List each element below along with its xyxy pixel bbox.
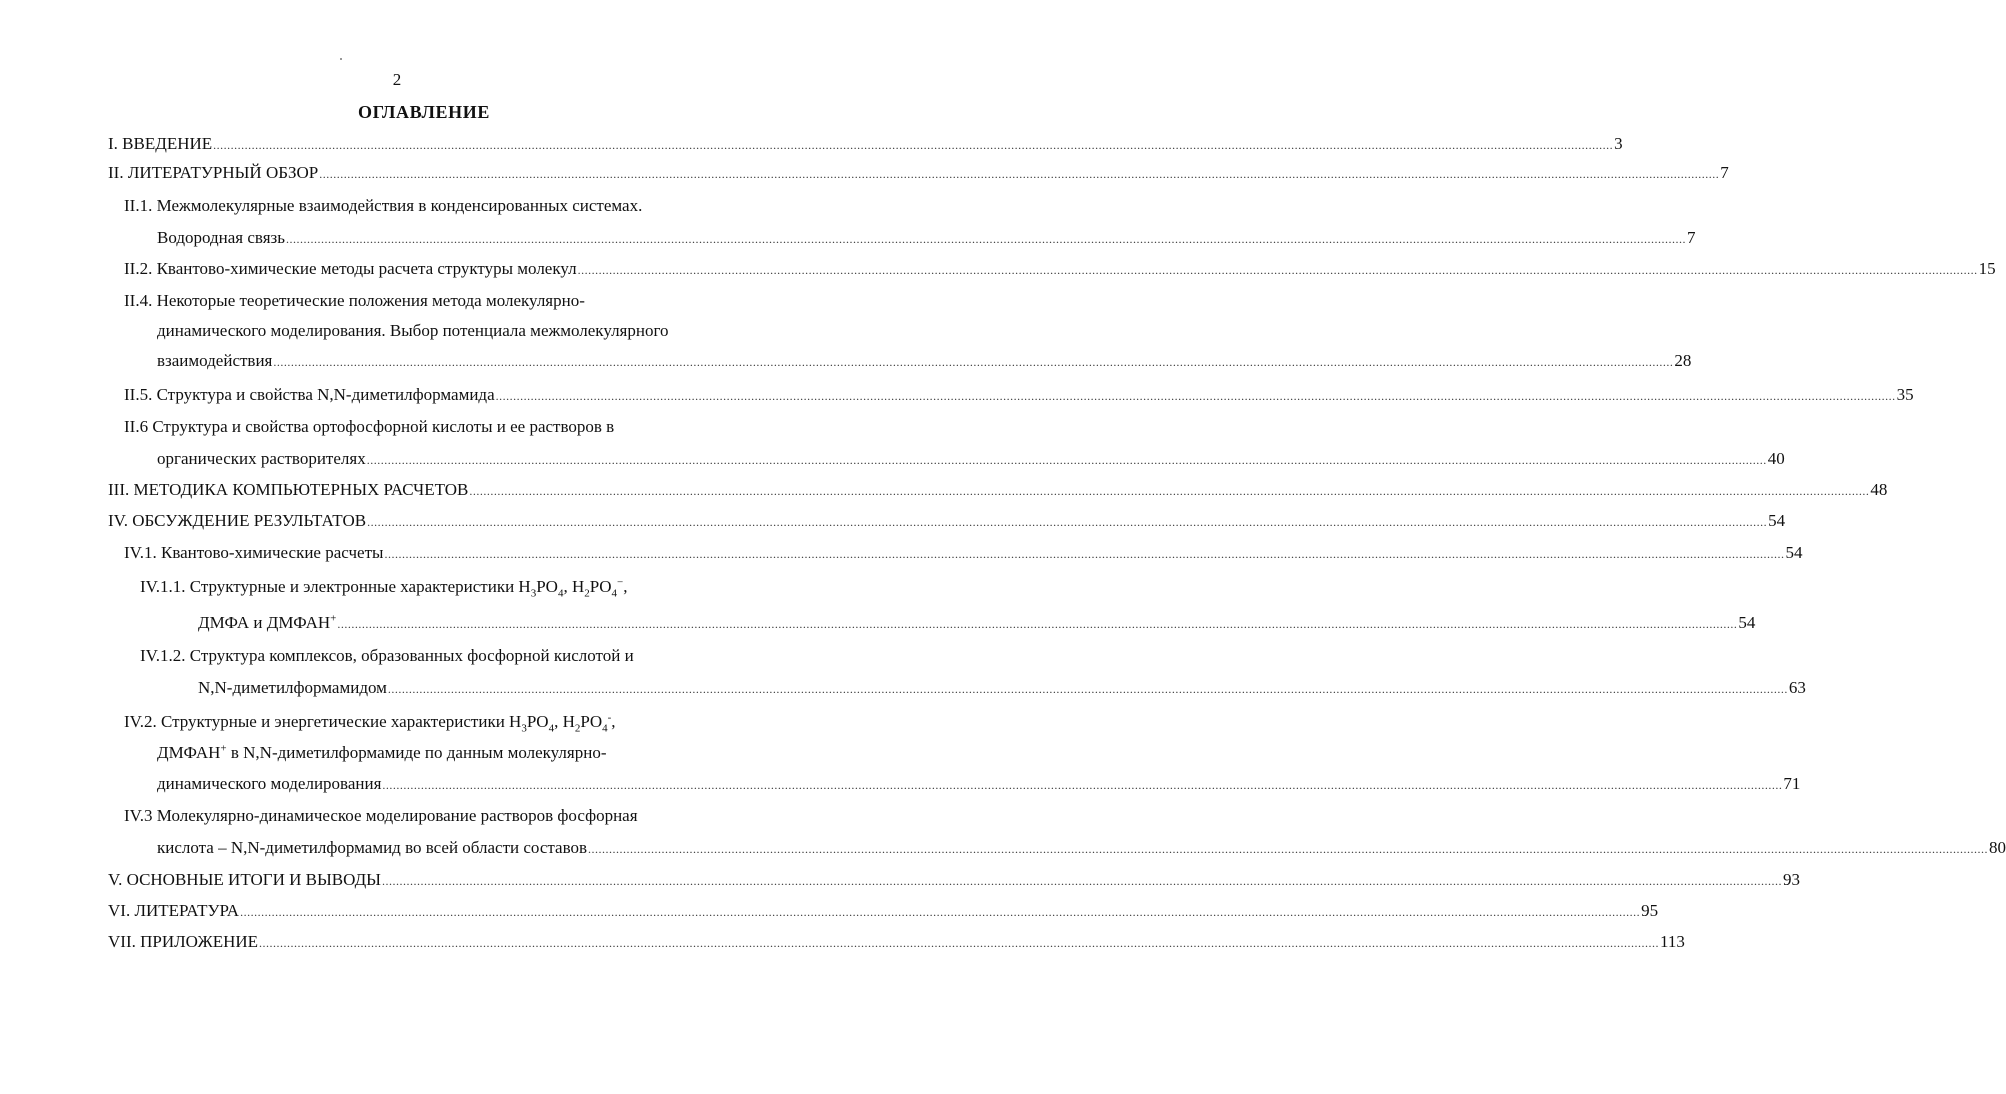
toc-entry-text: ДМФА и ДМФАН+ bbox=[198, 612, 337, 632]
toc-page-number: 63 bbox=[1788, 678, 1806, 697]
toc-entry-text: II.5. Структура и свойства N,N-диметилформамида bbox=[124, 385, 495, 404]
dot-leader: ................................................................................................................................................................................................................................................................................................................................................................................................................ bbox=[240, 905, 1641, 919]
dot-leader: ................................................................................................................................................................................................................................................................................................................................................................................................................ bbox=[337, 617, 1738, 631]
toc-page-number: 40 bbox=[1767, 449, 1785, 468]
toc-entry-text: N,N-диметилформамидом bbox=[198, 678, 387, 697]
dot-leader: ................................................................................................................................................................................................................................................................................................................................................................................................................ bbox=[384, 547, 1785, 561]
dot-leader: ................................................................................................................................................................................................................................................................................................................................................................................................................ bbox=[319, 167, 1720, 181]
toc-page-number: 54 bbox=[1785, 543, 1803, 562]
toc-entry-text: II.2. Квантово-химические методы расчета структуры молекул bbox=[124, 259, 577, 278]
dot-leader: ................................................................................................................................................................................................................................................................................................................................................................................................................ bbox=[259, 936, 1660, 950]
toc-entry-text: II.6 Структура и свойства ортофосфорной кислоты и ее растворов в bbox=[124, 417, 615, 436]
toc-entry-text: III. МЕТОДИКА КОМПЬЮТЕРНЫХ РАСЧЕТОВ bbox=[108, 480, 469, 499]
toc-entry-text: VII. ПРИЛОЖЕНИЕ bbox=[108, 932, 259, 951]
dot-leader: ................................................................................................................................................................................................................................................................................................................................................................................................................ bbox=[286, 232, 1687, 246]
toc-page-number: 54 bbox=[1768, 511, 1786, 530]
toc-entry-text: взаимодействия bbox=[157, 351, 273, 370]
toc-entry-text: V. ОСНОВНЫЕ ИТОГИ И ВЫВОДЫ bbox=[108, 870, 381, 889]
page-title: ОГЛАВЛЕНИЕ bbox=[358, 102, 490, 122]
toc-entry-text: ДМФАН+ в N,N-диметилформамиде по данным молекулярно- bbox=[157, 742, 607, 762]
toc-page-number: 15 bbox=[1978, 259, 1996, 278]
toc-entry-text: I. ВВЕДЕНИЕ bbox=[108, 134, 213, 153]
dot-leader: ................................................................................................................................................................................................................................................................................................................................................................................................................ bbox=[367, 515, 1768, 529]
toc-entry-text: IV.1. Квантово-химические расчеты bbox=[124, 543, 384, 562]
toc-page-number: 3 bbox=[1614, 134, 1623, 153]
toc-page-number: 93 bbox=[1783, 870, 1800, 889]
toc-entry-text: Водородная связь bbox=[157, 228, 286, 247]
toc-entry-text: II. ЛИТЕРАТУРНЫЙ ОБЗОР bbox=[108, 163, 319, 182]
toc-page-number: 80 bbox=[1989, 838, 2006, 857]
toc-page-number: 28 bbox=[1674, 351, 1692, 370]
dot-leader: ................................................................................................................................................................................................................................................................................................................................................................................................................ bbox=[382, 778, 1783, 792]
toc-entry-text: динамического моделирования. Выбор потенциала межмолекулярного bbox=[157, 321, 669, 340]
dot-leader: ................................................................................................................................................................................................................................................................................................................................................................................................................ bbox=[588, 842, 1989, 856]
toc-page-number: 54 bbox=[1738, 613, 1756, 632]
dot-leader: ................................................................................................................................................................................................................................................................................................................................................................................................................ bbox=[366, 453, 1767, 467]
toc-entry-text: динамического моделирования bbox=[157, 774, 382, 793]
toc-entry-text: II.4. Некоторые теоретические положения метода молекулярно- bbox=[124, 291, 585, 310]
dot-leader: ................................................................................................................................................................................................................................................................................................................................................................................................................ bbox=[469, 484, 1870, 498]
toc-entry-text: IV. ОБСУЖДЕНИЕ РЕЗУЛЬТАТОВ bbox=[108, 511, 367, 530]
toc-entry-text: кислота – N,N-диметилформамид во всей области составов bbox=[157, 838, 588, 857]
dot-leader: ................................................................................................................................................................................................................................................................................................................................................................................................................ bbox=[273, 355, 1674, 369]
dot-leader: ................................................................................................................................................................................................................................................................................................................................................................................................................ bbox=[387, 682, 1788, 696]
dot-leader: ................................................................................................................................................................................................................................................................................................................................................................................................................ bbox=[382, 874, 1782, 888]
toc-entry-text: органических растворителях bbox=[157, 449, 366, 468]
toc-page-number: 95 bbox=[1641, 901, 1659, 920]
toc-page-number: 7 bbox=[1687, 228, 1696, 247]
toc-entry-text: VI. ЛИТЕРАТУРА bbox=[108, 901, 240, 920]
page-number: 2 bbox=[392, 70, 402, 89]
toc-page-number: 7 bbox=[1720, 163, 1729, 182]
dot-leader: ................................................................................................................................................................................................................................................................................................................................................................................................................ bbox=[213, 138, 1614, 152]
scan-speck bbox=[340, 58, 342, 60]
toc-entry-text: IV.3 Молекулярно-динамическое моделирование растворов фосфорная bbox=[124, 806, 638, 825]
toc-page-number: 113 bbox=[1660, 932, 1685, 951]
toc-entry-text: IV.1.1. Структурные и электронные характеристики $H_3PO_4$, $H_2PO_4^-$, bbox=[140, 576, 628, 600]
toc-entry-text: II.1. Межмолекулярные взаимодействия в конденсированных системах. bbox=[124, 196, 643, 215]
toc-entry-text: IV.2. Структурные и энергетические характеристики $H_3PO_4$, $H_2PO_4^-$, bbox=[124, 711, 616, 735]
dot-leader: ................................................................................................................................................................................................................................................................................................................................................................................................................ bbox=[495, 389, 1896, 403]
toc-page-number: 35 bbox=[1896, 385, 1914, 404]
toc-entry-text: IV.1.2. Структура комплексов, образованных фосфорной кислотой и bbox=[140, 646, 634, 665]
toc-page-number: 48 bbox=[1870, 480, 1888, 499]
toc-page-number: 71 bbox=[1783, 774, 1801, 793]
dot-leader: ................................................................................................................................................................................................................................................................................................................................................................................................................ bbox=[577, 263, 1978, 277]
